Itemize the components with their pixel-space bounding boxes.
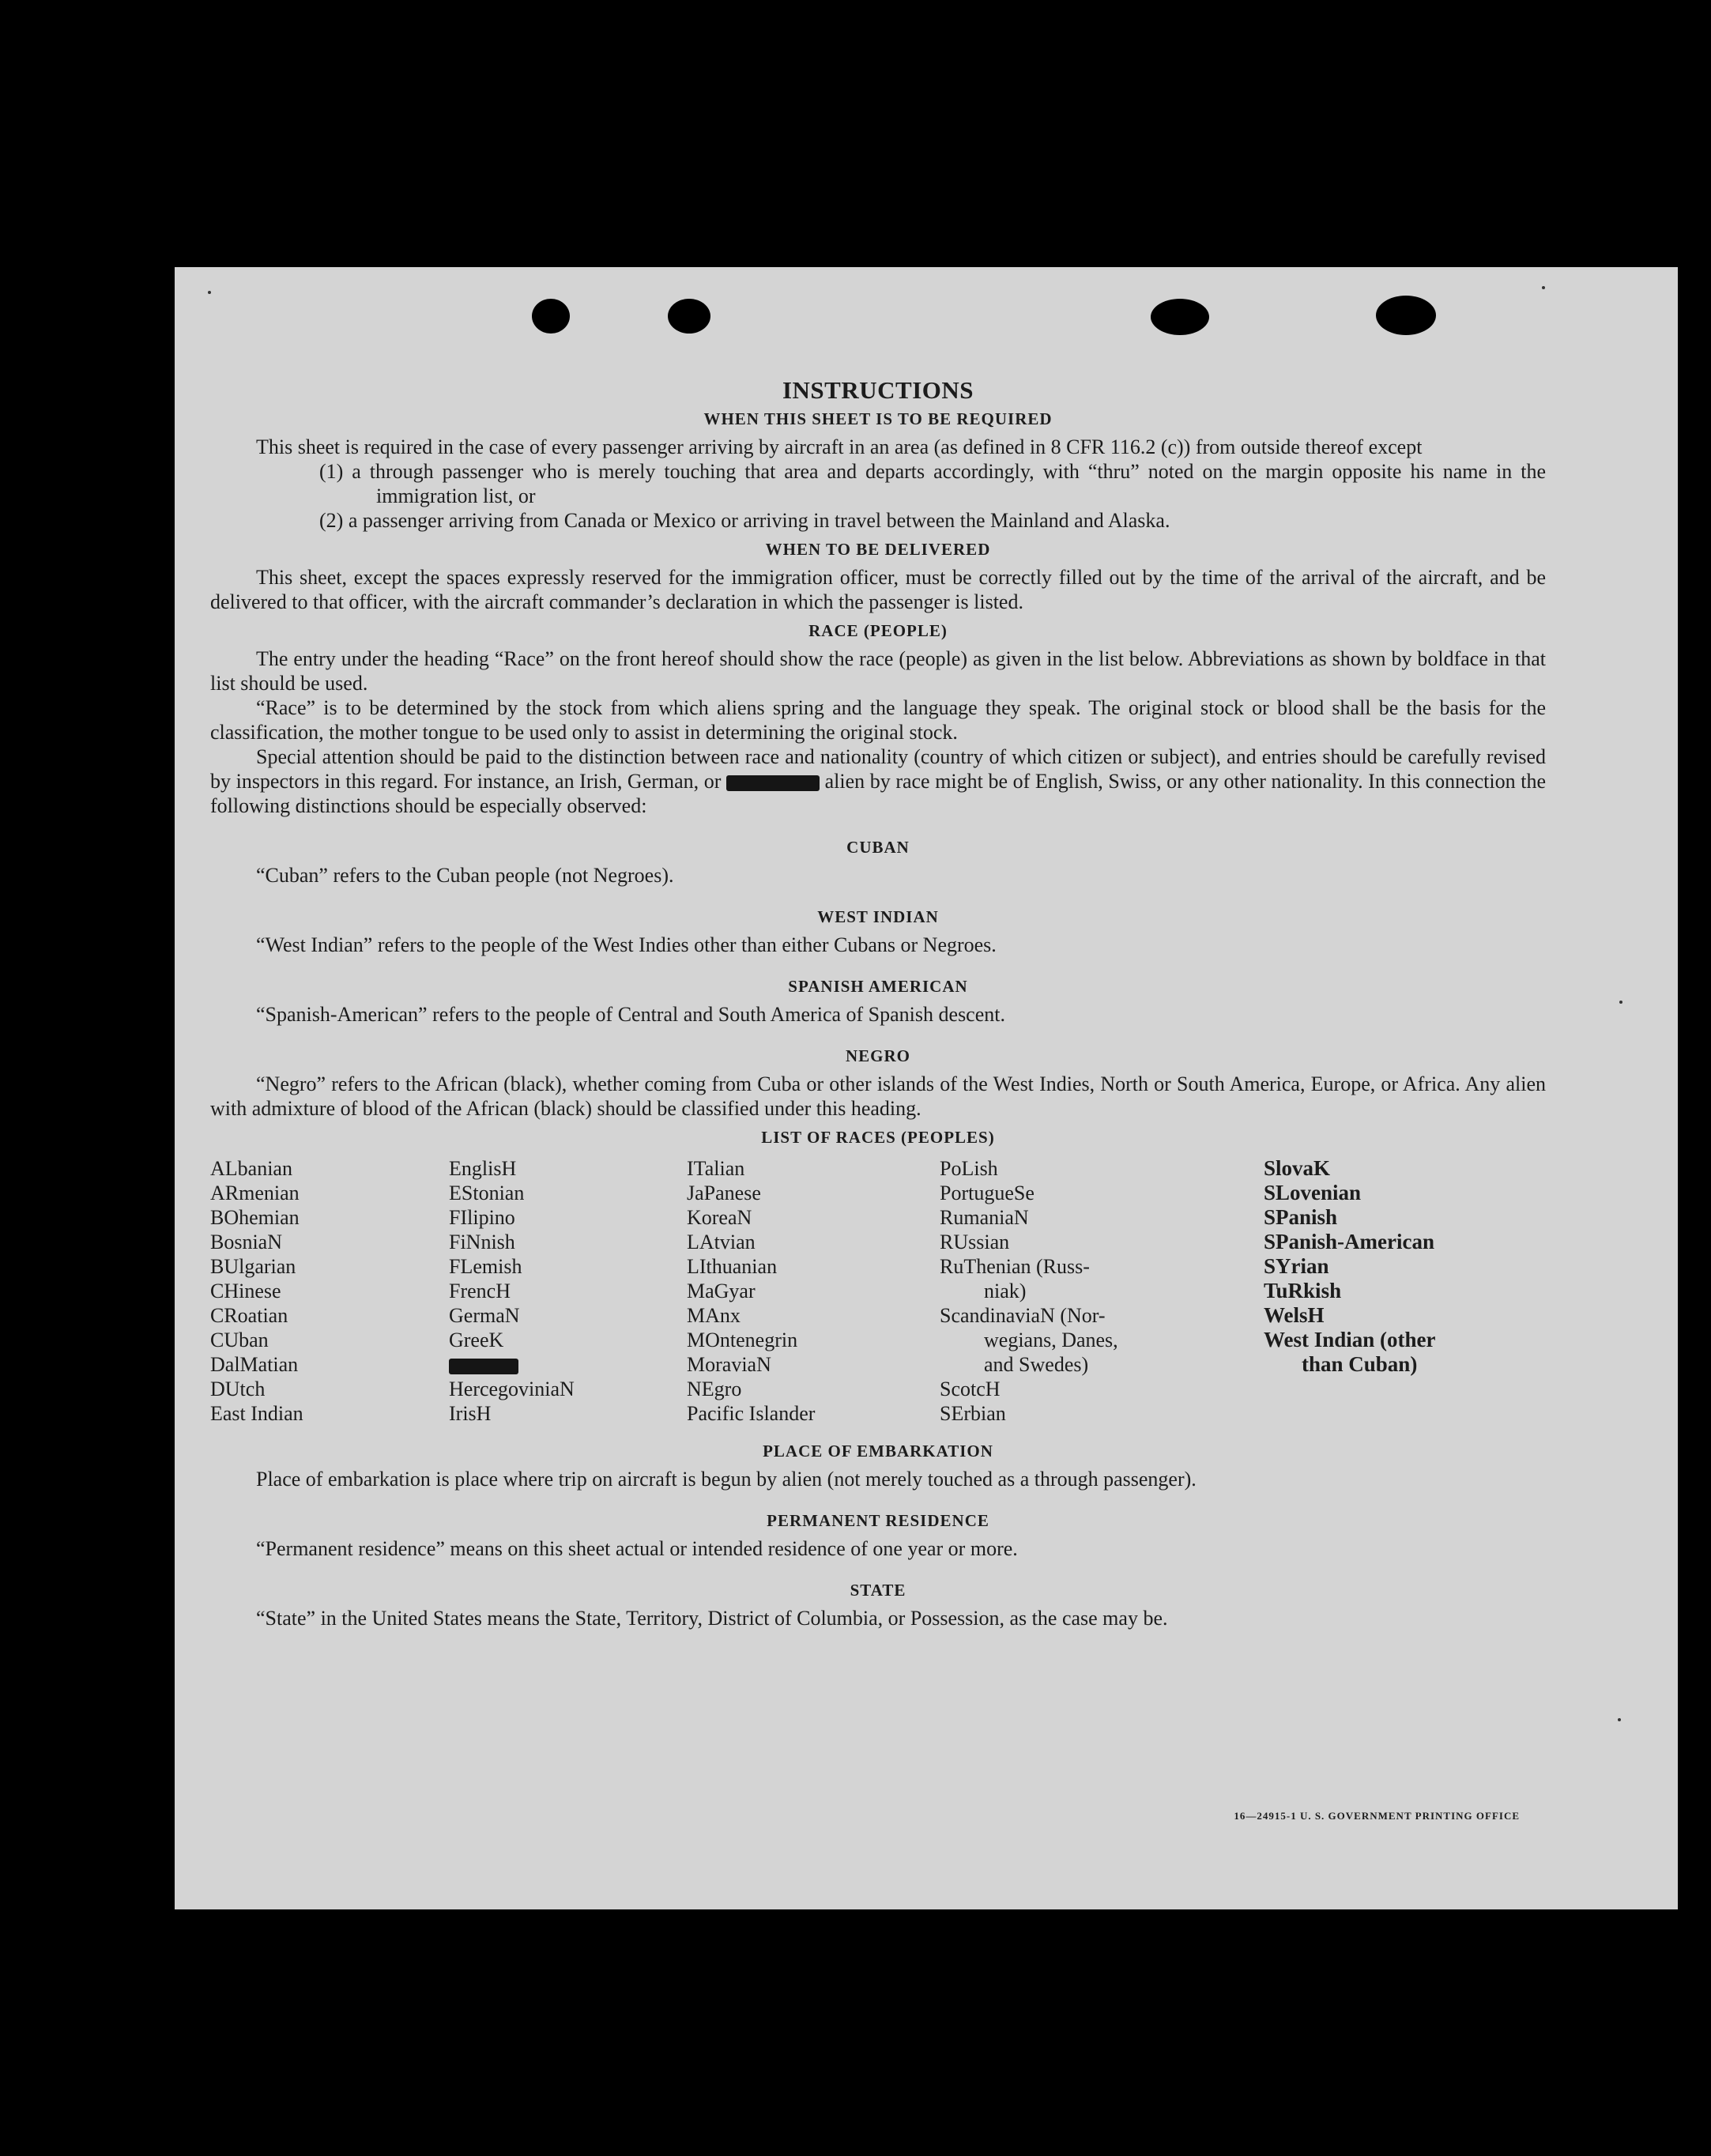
- page-title: INSTRUCTIONS: [782, 376, 974, 404]
- race-entry: and Swedes): [984, 1353, 1089, 1376]
- race-entry: CRoatian: [210, 1304, 288, 1327]
- section-heading: WHEN TO BE DELIVERED: [765, 540, 991, 559]
- race-entry: BosniaN: [210, 1231, 282, 1253]
- race-entry: NEgro: [687, 1378, 742, 1400]
- redaction-mark: [726, 775, 820, 791]
- race-entry: EnglisH: [449, 1157, 517, 1180]
- race-entry: JaPanese: [687, 1182, 761, 1204]
- race-entry: FiNnish: [449, 1231, 515, 1253]
- race-entry: East Indian: [210, 1402, 303, 1425]
- race-entry: SErbian: [940, 1402, 1006, 1425]
- race-entry: FLemish: [449, 1255, 522, 1278]
- speck: [1618, 1718, 1621, 1721]
- printer-imprint: 16—24915-1 U. S. GOVERNMENT PRINTING OFFICE: [1234, 1810, 1520, 1822]
- paragraph: “Spanish-American” refers to the people of Central and South America of Spanish descent.: [256, 1003, 1005, 1026]
- paragraph: “State” in the United States means the State, Territory, District of Columbia, or Possession, as the case may be.: [256, 1607, 1168, 1630]
- race-entry: PortugueSe: [940, 1182, 1035, 1204]
- speck: [1542, 286, 1545, 289]
- race-entry: CHinese: [210, 1280, 281, 1302]
- race-column: [449, 1156, 575, 1426]
- race-entry: EStonian: [449, 1182, 525, 1204]
- list-item: (1) a through passenger who is merely touching that area and departs accordingly, with “thru” noted on the margin opposite his name in the immigration list, or: [319, 460, 1546, 507]
- section-heading: LIST OF RACES (PEOPLES): [761, 1128, 995, 1147]
- punch-hole: [1376, 296, 1436, 335]
- race-entry: RuThenian (Russ-: [940, 1255, 1090, 1278]
- paragraph-text: alien by race might be of English, Swiss, or any other nationality. In this connection the following distinctions should be especially observed:: [210, 770, 1546, 817]
- race-entry: RUssian: [940, 1231, 1010, 1253]
- paragraph: “Negro” refers to the African (black), whether coming from Cuba or other islands of the West Indies, North or South America, Europe, or Africa. Any alien with admixture of blood of the African (black) should be classified under this heading.: [210, 1072, 1546, 1120]
- paragraph: This sheet, except the spaces expressly reserved for the immigration officer, must be correctly filled out by the time of the arrival of the aircraft, and be delivered to that officer, with the aircraft commander’s declaration in which the passenger is listed.: [210, 566, 1546, 613]
- race-column: [210, 1156, 303, 1426]
- section-heading: NEGRO: [845, 1046, 910, 1065]
- race-entry: IrisH: [449, 1402, 492, 1425]
- race-entry: DUtch: [210, 1378, 266, 1400]
- redaction-mark: [449, 1359, 518, 1374]
- race-entry: MaGyar: [687, 1280, 756, 1302]
- instructions-content: [210, 378, 1546, 1630]
- section-heading: RACE (PEOPLE): [808, 621, 948, 640]
- race-column: [940, 1156, 1118, 1426]
- race-entry: Pacific Islander: [687, 1402, 816, 1425]
- race-entry: niak): [984, 1280, 1027, 1302]
- race-entry: SlovaK: [1264, 1156, 1331, 1180]
- race-entry: FrencH: [449, 1280, 511, 1302]
- race-entry: HercegoviniaN: [449, 1378, 575, 1400]
- race-entry: MoraviaN: [687, 1353, 771, 1376]
- race-entry: MAnx: [687, 1304, 741, 1327]
- race-entry: SPanish-American: [1264, 1230, 1434, 1253]
- race-column: [1264, 1156, 1436, 1377]
- section-heading: STATE: [850, 1581, 906, 1600]
- race-entry: SLovenian: [1264, 1181, 1362, 1204]
- race-entry: West Indian (other: [1264, 1328, 1436, 1351]
- speck: [208, 291, 211, 294]
- section-heading: PERMANENT RESIDENCE: [767, 1511, 989, 1530]
- race-entry: BOhemian: [210, 1206, 300, 1229]
- race-entry: BUlgarian: [210, 1255, 296, 1278]
- race-entry: ARmenian: [210, 1182, 300, 1204]
- race-entry: DalMatian: [210, 1353, 299, 1376]
- punch-hole: [668, 299, 710, 334]
- race-entry: LIthuanian: [687, 1255, 778, 1278]
- race-entry: TuRkish: [1264, 1279, 1342, 1302]
- race-entry: FIlipino: [449, 1206, 515, 1229]
- race-entry: GermaN: [449, 1304, 520, 1327]
- race-entry: LAtvian: [687, 1231, 756, 1253]
- list-item: (2) a passenger arriving from Canada or Mexico or arriving in travel between the Mainland and Alaska.: [319, 509, 1170, 532]
- section-heading: WHEN THIS SHEET IS TO BE REQUIRED: [703, 409, 1053, 428]
- paragraph: “West Indian” refers to the people of the West Indies other than either Cubans or Negroes.: [256, 933, 997, 956]
- race-entry: ScandinaviaN (Nor-: [940, 1304, 1106, 1327]
- section-heading: SPANISH AMERICAN: [788, 977, 968, 996]
- race-entry: than Cuban): [1302, 1352, 1418, 1376]
- punch-hole: [532, 299, 570, 334]
- race-column: [687, 1156, 815, 1426]
- speck: [1619, 1001, 1622, 1004]
- paragraph: Place of embarkation is place where trip on aircraft is begun by alien (not merely touched as a through passenger).: [256, 1468, 1197, 1491]
- race-entry: KoreaN: [687, 1206, 752, 1229]
- race-entry: RumaniaN: [940, 1206, 1029, 1229]
- race-entry: PoLish: [940, 1157, 998, 1180]
- section-heading: CUBAN: [846, 838, 910, 857]
- race-entry: GreeK: [449, 1329, 504, 1351]
- race-entry: WelsH: [1264, 1303, 1325, 1327]
- race-entry: SPanish: [1264, 1205, 1338, 1229]
- race-entry: ALbanian: [210, 1157, 292, 1180]
- race-entry: ITalian: [687, 1157, 745, 1180]
- paragraph: This sheet is required in the case of every passenger arriving by aircraft in an area (as defined in 8 CFR 116.2 (c)) from outside thereof except: [256, 435, 1423, 458]
- instruction-sheet: [175, 267, 1678, 1909]
- race-entry-redacted: [449, 1352, 575, 1377]
- race-entry: MOntenegrin: [687, 1329, 798, 1351]
- section-heading: PLACE OF EMBARKATION: [763, 1442, 993, 1461]
- paragraph: “Permanent residence” means on this sheet actual or intended residence of one year or more.: [256, 1537, 1018, 1560]
- race-entry: ScotcH: [940, 1378, 1001, 1400]
- race-entry: SYrian: [1264, 1254, 1329, 1278]
- race-entry: wegians, Danes,: [984, 1329, 1118, 1351]
- paragraph: “Cuban” refers to the Cuban people (not Negroes).: [256, 864, 674, 887]
- punch-hole: [1151, 299, 1209, 335]
- paragraph: The entry under the heading “Race” on the front hereof should show the race (people) as given in the list below. Abbreviations as shown by boldface in that list should be used.: [210, 647, 1546, 695]
- race-entry: CUban: [210, 1329, 269, 1351]
- paragraph: “Race” is to be determined by the stock from which aliens spring and the language they speak. The original stock or blood shall be the basis for the classification, the mother tongue to be used only to assist in determining the original stock.: [210, 696, 1546, 744]
- paragraph-text: Special attention should be paid to the distinction between race and nationality (country of which citizen or subject), and entries should be carefully revised by inspectors in this regard. For instance, an Irish, German, or: [210, 745, 1546, 793]
- section-heading: WEST INDIAN: [817, 907, 939, 926]
- race-list: [210, 1156, 1546, 1434]
- paragraph: [210, 744, 1546, 818]
